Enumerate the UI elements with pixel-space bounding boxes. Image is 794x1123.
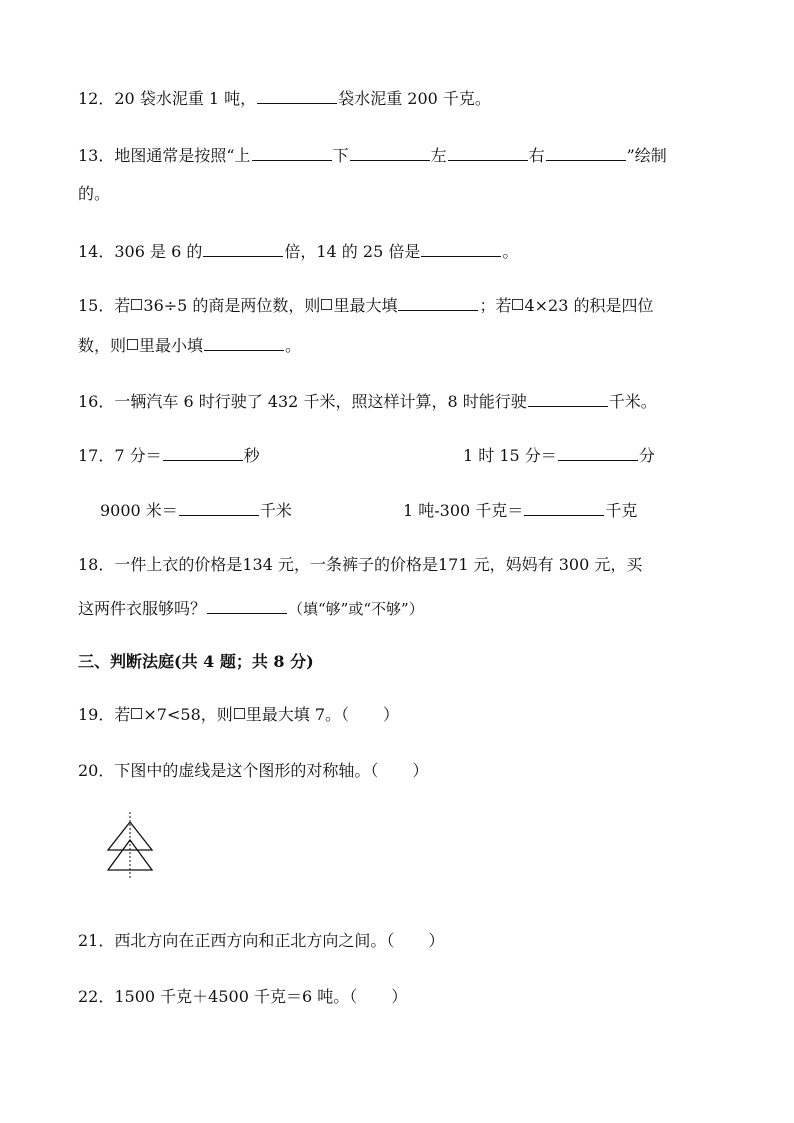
question-number: 17．: [78, 446, 115, 465]
question-text: 里最大填 7。（: [245, 705, 350, 724]
question-text: 。: [502, 242, 519, 261]
question-text: 右: [528, 146, 545, 165]
question-17-row2-right: [403, 498, 637, 522]
question-text: 地图通常是按照“上: [114, 146, 251, 165]
question-17-row1-right: [463, 443, 655, 467]
question-text: 左: [430, 146, 447, 165]
question-text: 这两件衣服够吗？: [78, 599, 207, 618]
answer-blank[interactable]: [204, 333, 284, 351]
question-18: [78, 554, 642, 576]
answer-blank[interactable]: [528, 389, 608, 407]
question-text: 。: [285, 336, 302, 355]
question-text: 下图中的虚线是这个图形的对称轴。（: [114, 761, 379, 780]
answer-blank[interactable]: [558, 443, 638, 461]
question-number: 14．: [78, 242, 115, 261]
question-text: ）: [391, 987, 408, 1006]
question-17-row2: [100, 498, 292, 522]
question-text: ）: [383, 705, 400, 724]
question-text: 7 分＝: [114, 446, 162, 465]
question-text: 一辆汽车 6 时行驶了 432 千米，照这样计算，8 时能行驶: [114, 392, 527, 411]
question-text: 里最小填: [139, 336, 204, 355]
question-number: 21．: [78, 931, 115, 950]
question-text: 袋水泥重 200 千克。: [338, 89, 491, 108]
question-text: 9000 米＝: [100, 501, 178, 520]
question-text: 里最大填: [333, 296, 398, 315]
question-text: 4×23 的积是四位: [524, 296, 654, 315]
answer-blank[interactable]: [163, 443, 243, 461]
answer-blank[interactable]: [252, 143, 332, 161]
question-text: 36÷5 的商是两位数，则: [143, 296, 321, 315]
square-box-icon: [131, 299, 142, 310]
question-text: 千米。: [608, 392, 657, 411]
question-number: 16．: [78, 392, 115, 411]
question-text: 千米: [259, 501, 292, 520]
question-22: [78, 986, 407, 1008]
question-12: [78, 86, 491, 110]
question-text: 若: [114, 705, 131, 724]
square-box-icon: [512, 299, 523, 310]
square-box-icon: [321, 299, 332, 310]
question-19: [78, 704, 399, 726]
question-text: 306 是 6 的: [114, 242, 203, 261]
question-16: [78, 389, 657, 413]
question-text: 下: [332, 146, 349, 165]
question-text: 分: [638, 446, 655, 465]
answer-blank[interactable]: [546, 143, 626, 161]
question-text: 千克: [605, 501, 638, 520]
question-text: 倍，14 的 25 倍是: [284, 242, 421, 261]
question-text: 西北方向在正西方向和正北方向之间。（: [114, 931, 395, 950]
question-20: [78, 760, 428, 782]
answer-blank[interactable]: [207, 596, 287, 614]
question-number: 12．: [78, 89, 115, 108]
question-15-cont: [78, 333, 301, 357]
square-box-icon: [234, 708, 245, 719]
question-text: 数，则: [78, 336, 127, 355]
question-21: [78, 930, 444, 952]
question-number: 13．: [78, 146, 115, 165]
question-text: 1 时 15 分＝: [463, 446, 557, 465]
answer-blank[interactable]: [179, 498, 259, 516]
question-number: 15．: [78, 296, 115, 315]
answer-blank[interactable]: [398, 293, 478, 311]
section-heading: [78, 651, 314, 673]
stacked-triangles-icon: [104, 810, 156, 882]
answer-blank[interactable]: [350, 143, 430, 161]
question-13: [78, 143, 667, 167]
answer-blank[interactable]: [448, 143, 528, 161]
question-number: 20．: [78, 761, 115, 780]
symmetry-figure: [104, 810, 156, 886]
question-text: 1500 千克＋4500 千克＝6 吨。（: [114, 987, 358, 1006]
answer-blank[interactable]: [421, 239, 501, 257]
question-text: ）: [428, 931, 445, 950]
square-box-icon: [131, 708, 142, 719]
answer-blank[interactable]: [203, 239, 283, 257]
question-text: 的。: [78, 184, 111, 203]
question-text: 一件上衣的价格是134 元，一条裤子的价格是171 元，妈妈有 300 元，买: [114, 555, 643, 574]
question-text: ）: [412, 761, 429, 780]
question-number: 22．: [78, 987, 115, 1006]
question-number: 19．: [78, 705, 115, 724]
question-17-row1: [78, 443, 260, 467]
section-title: 三、判断法庭(共 4 题；共 8 分): [78, 652, 314, 671]
question-14: [78, 239, 518, 263]
question-number: 18．: [78, 555, 115, 574]
question-text: ×7<58，则: [143, 705, 233, 724]
question-text: 秒: [243, 446, 260, 465]
answer-blank[interactable]: [257, 86, 337, 104]
square-box-icon: [127, 339, 138, 350]
question-text: ；若: [479, 296, 512, 315]
question-text: 20 袋水泥重 1 吨，: [114, 89, 257, 108]
question-text: （填“够”或“不够”）: [288, 600, 424, 618]
question-13-cont: [78, 183, 110, 205]
question-text: 若: [114, 296, 131, 315]
question-18-cont: [78, 596, 424, 620]
question-15: [78, 293, 654, 317]
question-text: 1 吨-300 千克＝: [403, 501, 524, 520]
question-text: ”绘制: [626, 146, 667, 165]
answer-blank[interactable]: [524, 498, 604, 516]
